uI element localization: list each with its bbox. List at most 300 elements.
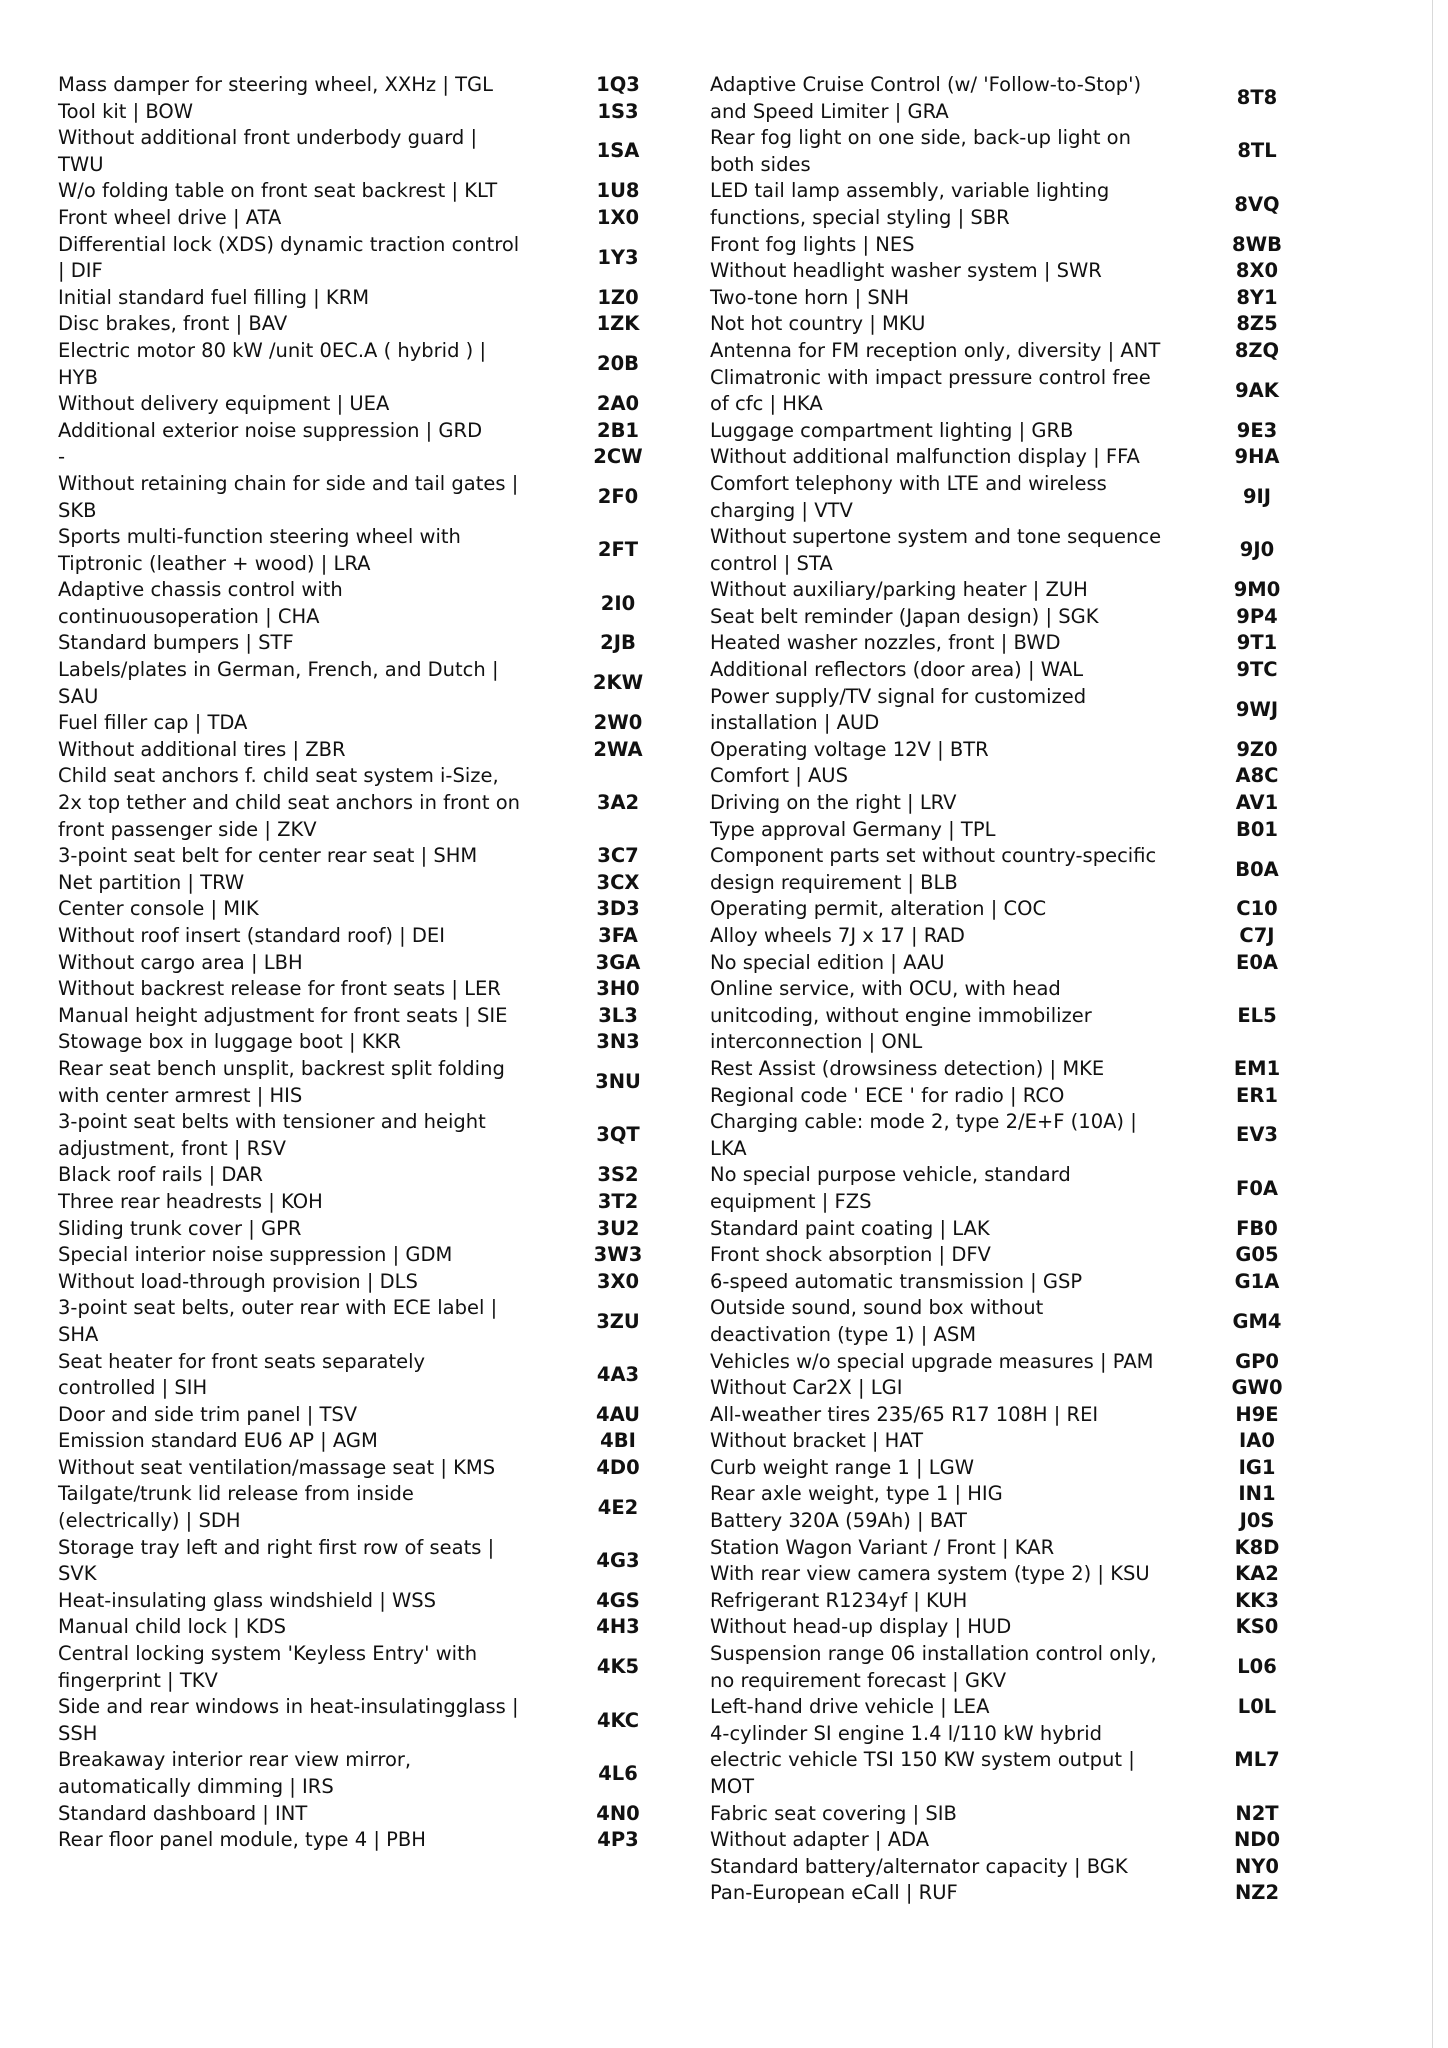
option-code: L06 xyxy=(1237,1655,1277,1679)
right-option-row xyxy=(710,817,1360,844)
left-option-row xyxy=(58,524,720,577)
right-option-row xyxy=(710,843,1360,896)
option-description: Stowage box in luggage boot | KKR xyxy=(58,1030,401,1054)
option-code: 9IJ xyxy=(1242,485,1272,509)
right-option-row xyxy=(710,338,1360,365)
option-code: 9P4 xyxy=(1236,604,1278,628)
option-description: Tool kit | BOW xyxy=(58,99,194,123)
option-code: 3D3 xyxy=(596,897,640,921)
option-description: 3-point seat belts with tensioner and height adjustment, front | RSV xyxy=(58,1110,486,1160)
option-code: N2T xyxy=(1235,1801,1279,1825)
option-code: 8VQ xyxy=(1234,192,1280,216)
left-option-row xyxy=(58,1056,720,1109)
option-code: H9E xyxy=(1235,1402,1279,1426)
right-option-row xyxy=(710,1295,1360,1348)
option-description: Disc brakes, front | BAV xyxy=(58,312,288,336)
option-code: 4GS xyxy=(596,1588,640,1612)
option-description: 4-cylinder SI engine 1.4 l/110 kW hybrid electric vehicle TSI 150 KW system output | MOT xyxy=(710,1721,1135,1798)
option-code: NY0 xyxy=(1234,1854,1279,1878)
left-option-row xyxy=(58,232,720,285)
option-code: 1Z0 xyxy=(597,285,639,309)
right-option-row xyxy=(710,1162,1360,1215)
option-description: Without backrest release for front seats | LER xyxy=(58,977,501,1001)
option-description: Rear seat bench unsplit, backrest split folding with center armrest | HIS xyxy=(58,1056,505,1107)
left-option-row xyxy=(58,657,720,710)
left-option-row xyxy=(58,710,720,737)
left-column xyxy=(58,72,720,1854)
option-code: 1S3 xyxy=(597,99,639,123)
right-option-row xyxy=(710,1801,1360,1828)
option-code: 8ZQ xyxy=(1234,338,1280,362)
right-option-row xyxy=(710,1216,1360,1243)
option-code: B0A xyxy=(1235,857,1279,881)
left-option-row xyxy=(58,338,720,391)
option-code: 1ZK xyxy=(596,312,640,336)
option-code: 3NU xyxy=(595,1070,641,1094)
option-code: 9E3 xyxy=(1236,418,1278,442)
right-option-row xyxy=(710,1455,1360,1482)
option-description: Rear floor panel module, type 4 | PBH xyxy=(58,1828,426,1852)
option-description: Seat belt reminder (Japan design) | SGK xyxy=(710,604,1099,628)
option-code: ML7 xyxy=(1234,1748,1280,1772)
left-option-row xyxy=(58,125,720,178)
option-code: 8Y1 xyxy=(1236,285,1278,309)
right-option-row xyxy=(710,524,1360,577)
option-code: 20B xyxy=(597,352,639,376)
option-description: Emission standard EU6 AP | AGM xyxy=(58,1429,378,1453)
option-description: Without bracket | HAT xyxy=(710,1429,924,1453)
right-option-row xyxy=(710,1641,1360,1694)
option-description: Electric motor 80 kW /unit 0EC.A ( hybrid ) | HYB xyxy=(58,338,487,389)
right-option-row xyxy=(710,1428,1360,1455)
option-description: Driving on the right | LRV xyxy=(710,791,957,815)
option-description: Vehicles w/o special upgrade measures | PAM xyxy=(710,1349,1154,1373)
option-code: 2KW xyxy=(592,671,644,695)
option-description: Without cargo area | LBH xyxy=(58,950,303,974)
option-code: 2WA xyxy=(593,737,643,761)
left-option-row xyxy=(58,1694,720,1747)
right-option-row xyxy=(710,258,1360,285)
option-description: Two-tone horn | SNH xyxy=(710,285,910,309)
option-code: ND0 xyxy=(1233,1828,1281,1852)
option-code: 8WB xyxy=(1232,232,1282,256)
option-code: 9WJ xyxy=(1235,697,1279,721)
option-code: 9TC xyxy=(1236,658,1278,682)
right-option-row xyxy=(710,1588,1360,1615)
right-option-row xyxy=(710,1508,1360,1535)
option-description: Standard dashboard | INT xyxy=(58,1801,308,1825)
right-option-row xyxy=(710,1402,1360,1429)
option-description: Without retaining chain for side and tail gates | SKB xyxy=(58,471,519,522)
option-description: Climatronic with impact pressure control free of cfc | HKA xyxy=(710,365,1151,416)
option-description: Type approval Germany | TPL xyxy=(710,817,996,841)
option-code: 3S2 xyxy=(597,1163,639,1187)
option-description: Additional exterior noise suppression | GRD xyxy=(58,418,483,442)
option-description: Charging cable: mode 2, type 2/E+F (10A) | LKA xyxy=(710,1110,1137,1160)
left-option-row xyxy=(58,1588,720,1615)
left-option-row xyxy=(58,99,720,126)
option-code: GW0 xyxy=(1231,1376,1283,1400)
option-description: Rear fog light on one side, back-up light on both sides xyxy=(710,126,1131,176)
left-option-row xyxy=(58,1827,720,1854)
option-description: - xyxy=(58,445,66,469)
left-option-row xyxy=(58,1109,720,1162)
option-description: Curb weight range 1 | LGW xyxy=(710,1455,975,1479)
option-description: All-weather tires 235/65 R17 108H | REI xyxy=(710,1402,1099,1426)
left-option-row xyxy=(58,1402,720,1429)
right-option-row xyxy=(710,1242,1360,1269)
option-code: KS0 xyxy=(1235,1615,1279,1639)
option-code: 4G3 xyxy=(596,1548,640,1572)
option-code: FB0 xyxy=(1236,1216,1278,1240)
option-code: 4L6 xyxy=(598,1761,638,1785)
option-code: 3H0 xyxy=(596,977,640,1001)
option-code: KA2 xyxy=(1235,1562,1279,1586)
option-code: F0A xyxy=(1236,1176,1278,1200)
option-description: No special purpose vehicle, standard equipment | FZS xyxy=(710,1163,1071,1213)
right-option-row xyxy=(710,1535,1360,1562)
left-option-row xyxy=(58,1614,720,1641)
option-code: 4H3 xyxy=(596,1615,640,1639)
right-option-row xyxy=(710,311,1360,338)
option-code: 2B1 xyxy=(597,418,639,442)
option-description: Not hot country | MKU xyxy=(710,312,926,336)
left-option-row xyxy=(58,737,720,764)
option-description: Alloy wheels 7J x 17 | RAD xyxy=(710,924,965,947)
option-description: Luggage compartment lighting | GRB xyxy=(710,418,1074,442)
left-option-row xyxy=(58,1641,720,1694)
option-code: E0A xyxy=(1236,950,1278,974)
option-code: C7J xyxy=(1239,924,1275,947)
option-description: Without seat ventilation/massage seat | KMS xyxy=(58,1455,496,1479)
right-option-row xyxy=(710,976,1360,1056)
option-code: 4E2 xyxy=(597,1495,639,1519)
right-option-row xyxy=(710,1083,1360,1110)
option-description: Battery 320A (59Ah) | BAT xyxy=(710,1509,967,1533)
option-description: Comfort telephony with LTE and wireless charging | VTV xyxy=(710,471,1107,522)
option-code: KK3 xyxy=(1235,1588,1279,1612)
right-option-row xyxy=(710,1694,1360,1721)
option-code: 2FT xyxy=(597,538,639,562)
option-description: Sports multi-function steering wheel with Tiptronic (leather + wood) | LRA xyxy=(58,525,461,575)
option-description: Left-hand drive vehicle | LEA xyxy=(710,1695,990,1719)
option-code: 4K5 xyxy=(596,1655,640,1679)
option-code: K8D xyxy=(1234,1535,1280,1559)
right-option-row xyxy=(710,444,1360,471)
option-description: Without supertone system and tone sequence control | STA xyxy=(710,525,1162,575)
option-code: 2F0 xyxy=(597,485,639,509)
left-option-row xyxy=(58,1242,720,1269)
option-description: Operating permit, alteration | COC xyxy=(710,897,1047,921)
left-option-row xyxy=(58,976,720,1003)
option-code: 9AK xyxy=(1235,378,1279,402)
left-option-row xyxy=(58,577,720,630)
option-code: 4A3 xyxy=(596,1362,640,1386)
right-option-row xyxy=(710,604,1360,631)
option-code: EV3 xyxy=(1236,1123,1278,1147)
option-description: Without additional front underbody guard | TWU xyxy=(58,126,478,176)
option-description: Additional reflectors (door area) | WAL xyxy=(710,658,1084,682)
option-code: 4P3 xyxy=(597,1828,639,1852)
option-description: Outside sound, sound box without deactivation (type 1) | ASM xyxy=(710,1296,1044,1346)
option-code: 3FA xyxy=(598,924,638,947)
option-description: 6-speed automatic transmission | GSP xyxy=(710,1269,1083,1293)
option-description: Manual child lock | KDS xyxy=(58,1615,287,1639)
option-code: 1Q3 xyxy=(596,73,640,96)
option-code: 3L3 xyxy=(598,1003,638,1027)
option-code: 3ZU xyxy=(596,1309,640,1333)
option-code: 9M0 xyxy=(1233,578,1281,602)
right-option-row xyxy=(710,178,1360,231)
option-description: Sliding trunk cover | GPR xyxy=(58,1216,302,1240)
option-code: ER1 xyxy=(1236,1083,1278,1107)
option-code: 3X0 xyxy=(596,1269,640,1293)
option-code: 8TL xyxy=(1237,139,1277,163)
right-option-row xyxy=(710,1561,1360,1588)
option-description: Operating voltage 12V | BTR xyxy=(710,737,989,761)
left-option-row xyxy=(58,178,720,205)
option-code: 9Z0 xyxy=(1236,737,1278,761)
option-code: 3W3 xyxy=(593,1243,643,1267)
option-description: 3-point seat belts, outer rear with ECE label | SHA xyxy=(58,1296,498,1346)
right-option-row xyxy=(710,365,1360,418)
left-option-row xyxy=(58,1801,720,1828)
left-option-row xyxy=(58,1455,720,1482)
option-description: Without additional tires | ZBR xyxy=(58,737,346,761)
option-description: Tailgate/trunk lid release from inside (electrically) | SDH xyxy=(58,1482,414,1533)
left-option-row xyxy=(58,418,720,445)
left-option-row xyxy=(58,1428,720,1455)
option-code: EL5 xyxy=(1237,1003,1277,1027)
option-code: 9HA xyxy=(1234,445,1280,469)
left-option-row xyxy=(58,1481,720,1534)
right-column xyxy=(710,72,1360,1907)
left-option-row xyxy=(58,72,720,99)
option-code: 3A2 xyxy=(596,791,640,815)
option-description: Fabric seat covering | SIB xyxy=(710,1801,957,1825)
option-code: 3GA xyxy=(595,950,641,974)
option-description: Fuel filler cap | TDA xyxy=(58,711,248,735)
option-description: Labels/plates in German, French, and Dutch | SAU xyxy=(58,658,499,708)
option-description: Without additional malfunction display | FFA xyxy=(710,445,1140,469)
option-description: Without Car2X | LGI xyxy=(710,1376,903,1400)
option-description: Refrigerant R1234yf | KUH xyxy=(710,1588,968,1612)
left-option-row xyxy=(58,1029,720,1056)
option-code: 3T2 xyxy=(597,1189,639,1213)
option-description: No special edition | AAU xyxy=(710,950,945,974)
option-description: Standard bumpers | STF xyxy=(58,631,294,655)
left-option-row xyxy=(58,843,720,870)
left-option-row xyxy=(58,896,720,923)
right-option-row xyxy=(710,684,1360,737)
option-description: LED tail lamp assembly, variable lighting functions, special styling | SBR xyxy=(710,179,1110,229)
option-code: A8C xyxy=(1235,764,1279,788)
left-option-row xyxy=(58,1269,720,1296)
option-description: Comfort | AUS xyxy=(710,764,848,788)
left-option-row xyxy=(58,285,720,312)
right-option-row xyxy=(710,1721,1360,1801)
right-option-row xyxy=(710,763,1360,790)
option-description: Without adapter | ADA xyxy=(710,1828,930,1852)
right-option-row xyxy=(710,1854,1360,1881)
option-description: Net partition | TRW xyxy=(58,870,245,894)
left-option-row xyxy=(58,1349,720,1402)
option-code: IA0 xyxy=(1239,1429,1275,1453)
option-description: Without headlight washer system | SWR xyxy=(710,259,1102,283)
option-description: Adaptive chassis control with continuousoperation | CHA xyxy=(58,578,343,628)
option-description: Side and rear windows in heat-insulatingglass | SSH xyxy=(58,1695,519,1745)
option-code: L0L xyxy=(1237,1695,1277,1719)
right-option-row xyxy=(710,285,1360,312)
right-option-row xyxy=(710,896,1360,923)
option-code: 3U2 xyxy=(596,1216,640,1240)
option-description: Breakaway interior rear view mirror, automatically dimming | IRS xyxy=(58,1748,412,1798)
option-code: 2CW xyxy=(593,445,643,469)
option-description: Without head-up display | HUD xyxy=(710,1615,1012,1639)
right-option-row xyxy=(710,1375,1360,1402)
option-description: Without delivery equipment | UEA xyxy=(58,392,390,416)
left-option-row xyxy=(58,205,720,232)
option-description: Rest Assist (drowsiness detection) | MKE xyxy=(710,1056,1105,1080)
right-option-row xyxy=(710,471,1360,524)
option-description: Child seat anchors f. child seat system i-Size, 2x top tether and child seat anchors in front on front passenger side | ZKV xyxy=(58,764,521,841)
right-option-row xyxy=(710,577,1360,604)
option-description: Heated washer nozzles, front | BWD xyxy=(710,631,1061,655)
option-code: IG1 xyxy=(1238,1455,1276,1479)
right-option-row xyxy=(710,1827,1360,1854)
right-option-row xyxy=(710,1349,1360,1376)
option-code: 8Z5 xyxy=(1236,312,1278,336)
option-code: 8X0 xyxy=(1235,259,1279,283)
right-option-row xyxy=(710,737,1360,764)
option-code: 1Y3 xyxy=(597,245,639,269)
option-code: 9T1 xyxy=(1236,631,1278,655)
option-description: Storage tray left and right first row of seats | SVK xyxy=(58,1535,495,1586)
left-option-row xyxy=(58,923,720,950)
page-edge-line xyxy=(1432,0,1433,2048)
left-option-row xyxy=(58,1003,720,1030)
left-option-row xyxy=(58,444,720,471)
right-option-row xyxy=(710,630,1360,657)
option-description: Seat heater for front seats separately controlled | SIH xyxy=(58,1349,426,1400)
left-option-row xyxy=(58,630,720,657)
left-option-row xyxy=(58,311,720,338)
option-description: Regional code ' ECE ' for radio | RCO xyxy=(710,1083,1065,1107)
option-code: 1X0 xyxy=(596,205,640,229)
option-description: With rear view camera system (type 2) | KSU xyxy=(710,1562,1150,1586)
left-option-row xyxy=(58,1747,720,1800)
option-description: Heat-insulating glass windshield | WSS xyxy=(58,1588,437,1612)
option-code: EM1 xyxy=(1233,1056,1281,1080)
option-code: 4N0 xyxy=(596,1801,640,1825)
option-code: 4KC xyxy=(596,1708,640,1732)
option-code: 1U8 xyxy=(596,179,640,203)
option-code: 2JB xyxy=(600,631,636,655)
right-option-row xyxy=(710,923,1360,950)
option-description: Mass damper for steering wheel, XXHz | TGL xyxy=(58,73,493,96)
option-description: Differential lock (XDS) dynamic traction control | DIF xyxy=(58,232,520,283)
right-option-row xyxy=(710,950,1360,977)
option-code: B01 xyxy=(1236,817,1278,841)
option-code: 4BI xyxy=(600,1429,636,1453)
left-option-row xyxy=(58,471,720,524)
option-description: Component parts set without country-specific design requirement | BLB xyxy=(710,844,1157,894)
right-option-row xyxy=(710,1614,1360,1641)
option-code: J0S xyxy=(1239,1509,1275,1533)
left-option-row xyxy=(58,1295,720,1348)
option-description: Antenna for FM reception only, diversity | ANT xyxy=(710,338,1161,362)
left-option-row xyxy=(58,1535,720,1588)
option-description: Without roof insert (standard roof) | DEI xyxy=(58,924,445,947)
option-code: 3N3 xyxy=(596,1030,640,1054)
option-description: Without load-through provision | DLS xyxy=(58,1269,418,1293)
right-option-row xyxy=(710,790,1360,817)
option-code: C10 xyxy=(1236,897,1278,921)
option-code: 8T8 xyxy=(1236,86,1278,110)
right-option-row xyxy=(710,125,1360,178)
option-description: Standard paint coating | LAK xyxy=(710,1216,990,1240)
left-option-row xyxy=(58,1216,720,1243)
option-description: 3-point seat belt for center rear seat | SHM xyxy=(58,844,478,868)
right-option-row xyxy=(710,1269,1360,1296)
option-code: GM4 xyxy=(1232,1309,1282,1333)
right-option-row xyxy=(710,72,1360,125)
option-description: Front shock absorption | DFV xyxy=(710,1243,991,1267)
option-description: Without auxiliary/parking heater | ZUH xyxy=(710,578,1088,602)
option-description: Suspension range 06 installation control only, no requirement forecast | GKV xyxy=(710,1642,1157,1692)
option-code: NZ2 xyxy=(1234,1881,1280,1905)
left-option-row xyxy=(58,870,720,897)
option-description: Central locking system 'Keyless Entry' with fingerprint | TKV xyxy=(58,1642,478,1692)
right-option-row xyxy=(710,1880,1360,1907)
option-description: Manual height adjustment for front seats | SIE xyxy=(58,1003,508,1027)
option-description: Rear axle weight, type 1 | HIG xyxy=(710,1482,1003,1506)
option-description: Black roof rails | DAR xyxy=(58,1163,263,1187)
left-option-row xyxy=(58,763,720,843)
left-option-row xyxy=(58,1189,720,1216)
right-option-row xyxy=(710,418,1360,445)
option-code: 3CX xyxy=(596,870,640,894)
option-code: G1A xyxy=(1234,1269,1280,1293)
option-description: Pan-European eCall | RUF xyxy=(710,1881,958,1905)
option-description: Power supply/TV signal for customized installation | AUD xyxy=(710,684,1087,735)
option-description: Special interior noise suppression | GDM xyxy=(58,1243,453,1267)
option-code: 1SA xyxy=(596,139,640,163)
option-description: Center console | MIK xyxy=(58,897,259,921)
option-code: 3QT xyxy=(596,1123,640,1147)
option-code: G05 xyxy=(1235,1243,1279,1267)
option-code: 4D0 xyxy=(596,1455,640,1479)
option-description: Initial standard fuel filling | KRM xyxy=(58,285,370,309)
option-description: Three rear headrests | KOH xyxy=(58,1189,323,1213)
right-option-row xyxy=(710,1109,1360,1162)
option-description: Online service, with OCU, with head unitcoding, without engine immobilizer interconnection | ONL xyxy=(710,977,1092,1054)
left-option-row xyxy=(58,391,720,418)
right-option-row xyxy=(710,232,1360,259)
option-description: Door and side trim panel | TSV xyxy=(58,1402,358,1426)
option-code: AV1 xyxy=(1235,791,1279,815)
option-code: 3C7 xyxy=(597,844,639,868)
option-code: 4AU xyxy=(596,1402,640,1426)
option-description: W/o folding table on front seat backrest | KLT xyxy=(58,179,498,203)
right-option-row xyxy=(710,1481,1360,1508)
option-code: 9J0 xyxy=(1239,538,1275,562)
right-option-row xyxy=(710,657,1360,684)
left-option-row xyxy=(58,950,720,977)
option-code: 2W0 xyxy=(593,711,643,735)
option-description: Front fog lights | NES xyxy=(710,232,915,256)
option-description: Station Wagon Variant / Front | KAR xyxy=(710,1535,1055,1559)
